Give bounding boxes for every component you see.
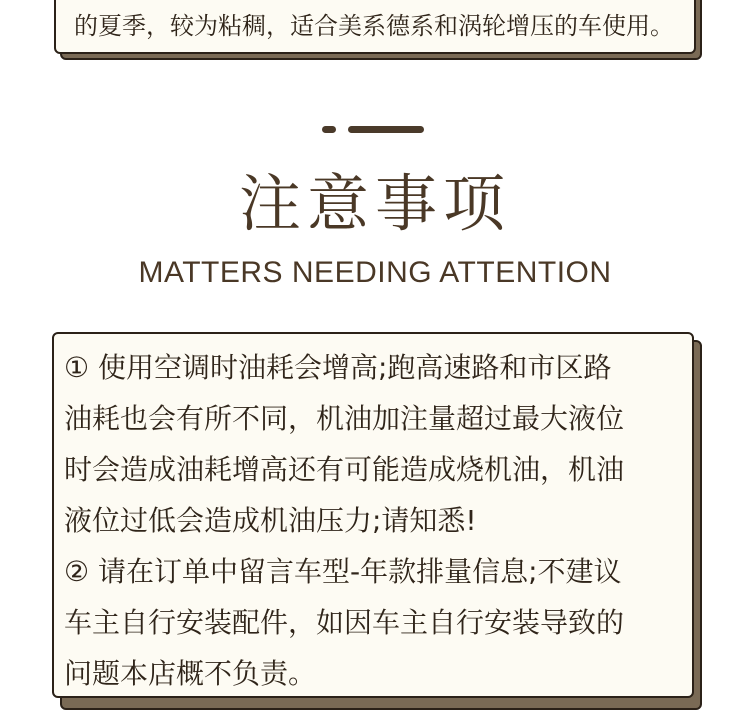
decorative-bar [348, 126, 424, 133]
notes-body [64, 342, 682, 699]
top-info-card [54, 0, 696, 54]
notes-line: 油耗也会有所不同，机油加注量超过最大液位 [64, 402, 625, 435]
notes-line: ① 使用空调时油耗会增高;跑高速路和市区路 [64, 351, 612, 384]
notes-card [52, 332, 694, 698]
notes-line: ② 请在订单中留言车型-年款排量信息;不建议 [64, 555, 622, 588]
top-card-text: 的夏季，较为粘稠，适合美系德系和涡轮增压的车使用。 [74, 12, 674, 40]
notes-line: 液位过低会造成机油压力;请知悉! [64, 504, 477, 537]
notes-line: 车主自行安装配件，如因车主自行安装导致的 [64, 606, 625, 639]
section-title: 注意事项 [238, 167, 511, 240]
notes-line: 问题本店概不负责。 [64, 657, 317, 690]
decorative-dot [322, 126, 336, 133]
notes-line: 时会造成油耗增高还有可能造成烧机油，机油 [64, 453, 625, 486]
section-subtitle: MATTERS NEEDING ATTENTION [138, 256, 612, 289]
